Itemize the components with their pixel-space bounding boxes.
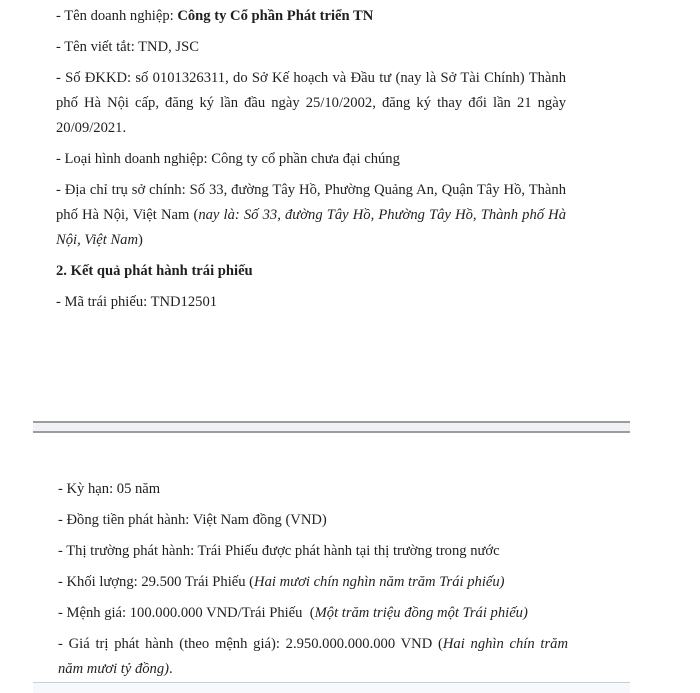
volume-text: - Khối lượng: 29.500 Trái Phiếu ( <box>58 574 255 590</box>
par-value-line <box>58 601 568 626</box>
company-name-label: - Tên doanh nghiệp: <box>56 8 178 24</box>
par-value-text: - Mệnh giá: 100.000.000 VND/Trái Phiếu ( <box>58 605 315 621</box>
registration-paragraph: - Số ĐKKD: số 0101326311, do Sở Kế hoạch và Đầu tư (nay là Sở Tài Chính) Thành phố Hà Nội cấp, đăng ký lần đầu ngày 25/10/2002, đăng ký thay đổi lần 21 ngày 20/09/2021. <box>56 70 566 136</box>
issue-value-text: - Giá trị phát hành (theo mệnh giá): 2.950.000.000.000 VND ( <box>58 636 443 652</box>
issue-value-suffix: . <box>169 661 173 677</box>
enterprise-type-line: - Loại hình doanh nghiệp: Công ty cổ phần chưa đại chúng <box>56 151 400 167</box>
company-name-value: Công ty Cổ phần Phát triển TN <box>177 8 374 24</box>
issue-value-paragraph <box>58 632 568 682</box>
section-heading: 2. Kết quả phát hành trái phiếu <box>56 263 253 279</box>
address-suffix: ) <box>138 232 143 248</box>
address-new-italic: nay là: Số 33, đường Tây Hồ, Phường Tây Hồ, Thành phố Hà Nội, Việt Nam <box>56 207 567 248</box>
address-text: - Địa chỉ trụ sở chính: Số 33, đường Tây Hồ, Phường Quảng An, Quận Tây Hồ, Thành phố Hà Nội, Việt Nam ( <box>56 182 566 223</box>
volume-line <box>58 570 568 595</box>
market-line: - Thị trường phát hành: Trái Phiếu được phát hành tại thị trường trong nước <box>58 543 500 559</box>
term-line: - Kỳ hạn: 05 năm <box>58 481 161 497</box>
currency-line: - Đồng tiền phát hành: Việt Nam đồng (VND) <box>58 512 327 528</box>
address-paragraph <box>56 178 566 253</box>
bond-code-line: - Mã trái phiếu: TND12501 <box>56 294 218 310</box>
short-name-line: - Tên viết tắt: TND, JSC <box>56 39 199 55</box>
page-bottom-separator <box>33 682 630 693</box>
page-separator <box>33 421 630 433</box>
par-value-italic: Một trăm triệu đồng một Trái phiếu) <box>314 605 528 621</box>
company-name-line <box>56 4 566 29</box>
issue-value-italic: Hai nghìn chín trăm năm mươi tỷ đồng) <box>58 636 568 677</box>
volume-italic: Hai mươi chín nghìn năm trăm Trái phiếu) <box>254 574 505 590</box>
